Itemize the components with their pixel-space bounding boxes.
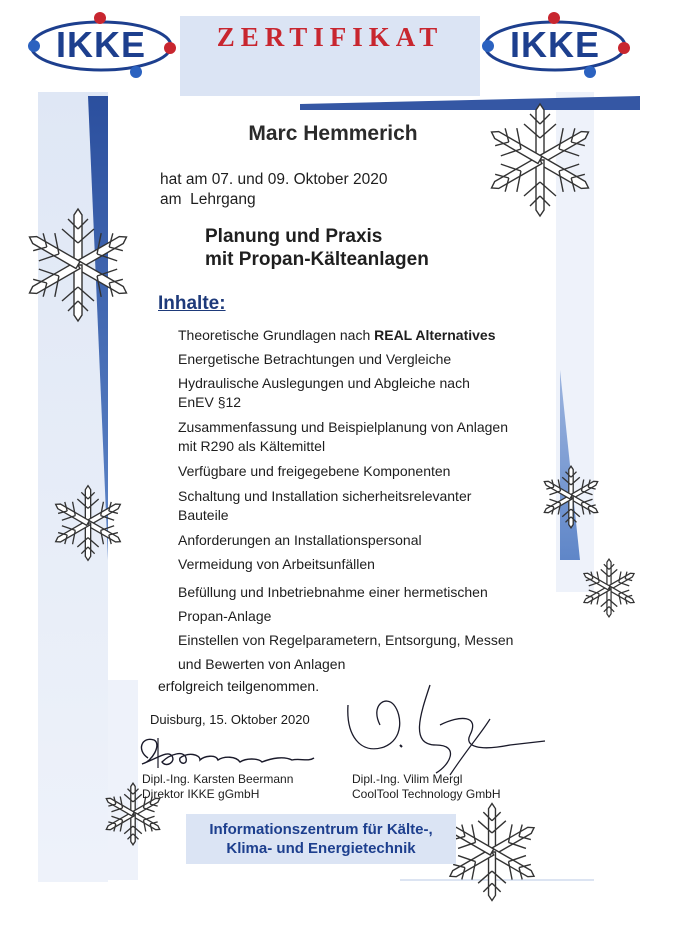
list-item-line: Schaltung und Installation sicherheitsrelevanter — [178, 488, 472, 504]
logo-text: IKKE — [55, 24, 146, 65]
intro-line-2: am Lehrgang — [160, 191, 256, 208]
course-title-line-1: Planung und Praxis — [205, 226, 383, 247]
snowflake-icon — [578, 555, 640, 621]
list-item — [178, 326, 496, 345]
list-item-text: Theoretische Grundlagen nach — [178, 327, 375, 343]
signature-right — [340, 675, 550, 785]
footer-line-1: Informationszentrum für Kälte-, — [209, 821, 433, 838]
place-date: Duisburg, 15. Oktober 2020 — [150, 712, 310, 727]
participant-name: Marc Hemmerich — [248, 122, 418, 145]
list-item-bold-text: REAL Alternatives — [374, 327, 496, 343]
list-item-line: mit R290 als Kältemittel — [178, 438, 326, 454]
footer-line-2: Klima- und Energietechnik — [226, 840, 416, 857]
list-item — [178, 628, 513, 676]
list-item: Vermeidung von Arbeitsunfällen — [178, 556, 375, 572]
signatory-right-role: CoolTool Technology GmbH — [352, 787, 501, 801]
course-title — [205, 225, 429, 271]
footer-text — [186, 820, 456, 858]
snowflake-icon — [480, 100, 600, 220]
snowflake-icon — [48, 478, 128, 568]
ikke-logo-right — [480, 10, 630, 80]
list-item-line: Zusammenfassung und Beispielplanung von Anlagen — [178, 419, 509, 435]
ikke-logo-left — [26, 10, 176, 80]
intro-line-1: hat am 07. und 09. Oktober 2020 — [160, 171, 388, 188]
list-item — [178, 580, 488, 628]
list-item — [178, 374, 470, 412]
course-title-line-2: mit Propan-Kälteanlagen — [205, 249, 429, 270]
snowflake-icon — [538, 464, 604, 530]
certificate-title: ZERTIFIKAT — [216, 22, 444, 52]
list-item: Energetische Betrachtungen und Vergleiche — [178, 351, 452, 367]
list-item-line: EnEV §12 — [178, 394, 242, 410]
list-item-line: Hydraulische Auslegungen und Abgleiche nach — [178, 375, 470, 391]
snowflake-icon — [18, 200, 138, 330]
closing-line: erfolgreich teilgenommen. — [158, 678, 320, 694]
contents-heading: Inhalte: — [158, 293, 226, 314]
list-item: Anforderungen an Installationspersonal — [178, 532, 422, 548]
list-item-line: Befüllung und Inbetriebnahme einer hermetischen — [178, 584, 488, 600]
list-item — [178, 418, 508, 456]
signature-left — [128, 728, 328, 778]
list-item-line: und Bewerten von Anlagen — [178, 656, 346, 672]
signatory-right-name: Dipl.-Ing. Vilim Mergl — [352, 772, 463, 786]
list-item — [178, 487, 471, 525]
list-item: Verfügbare und freigegebene Komponenten — [178, 463, 451, 479]
list-item-line: Einstellen von Regelparametern, Entsorgung, Messen — [178, 632, 514, 648]
signatory-left-role: Direktor IKKE gGmbH — [142, 787, 260, 801]
list-item-line: Bauteile — [178, 507, 229, 523]
list-item-line: Propan-Anlage — [178, 608, 272, 624]
signatory-left-name: Dipl.-Ing. Karsten Beermann — [142, 772, 294, 786]
logo-text: IKKE — [509, 24, 600, 65]
